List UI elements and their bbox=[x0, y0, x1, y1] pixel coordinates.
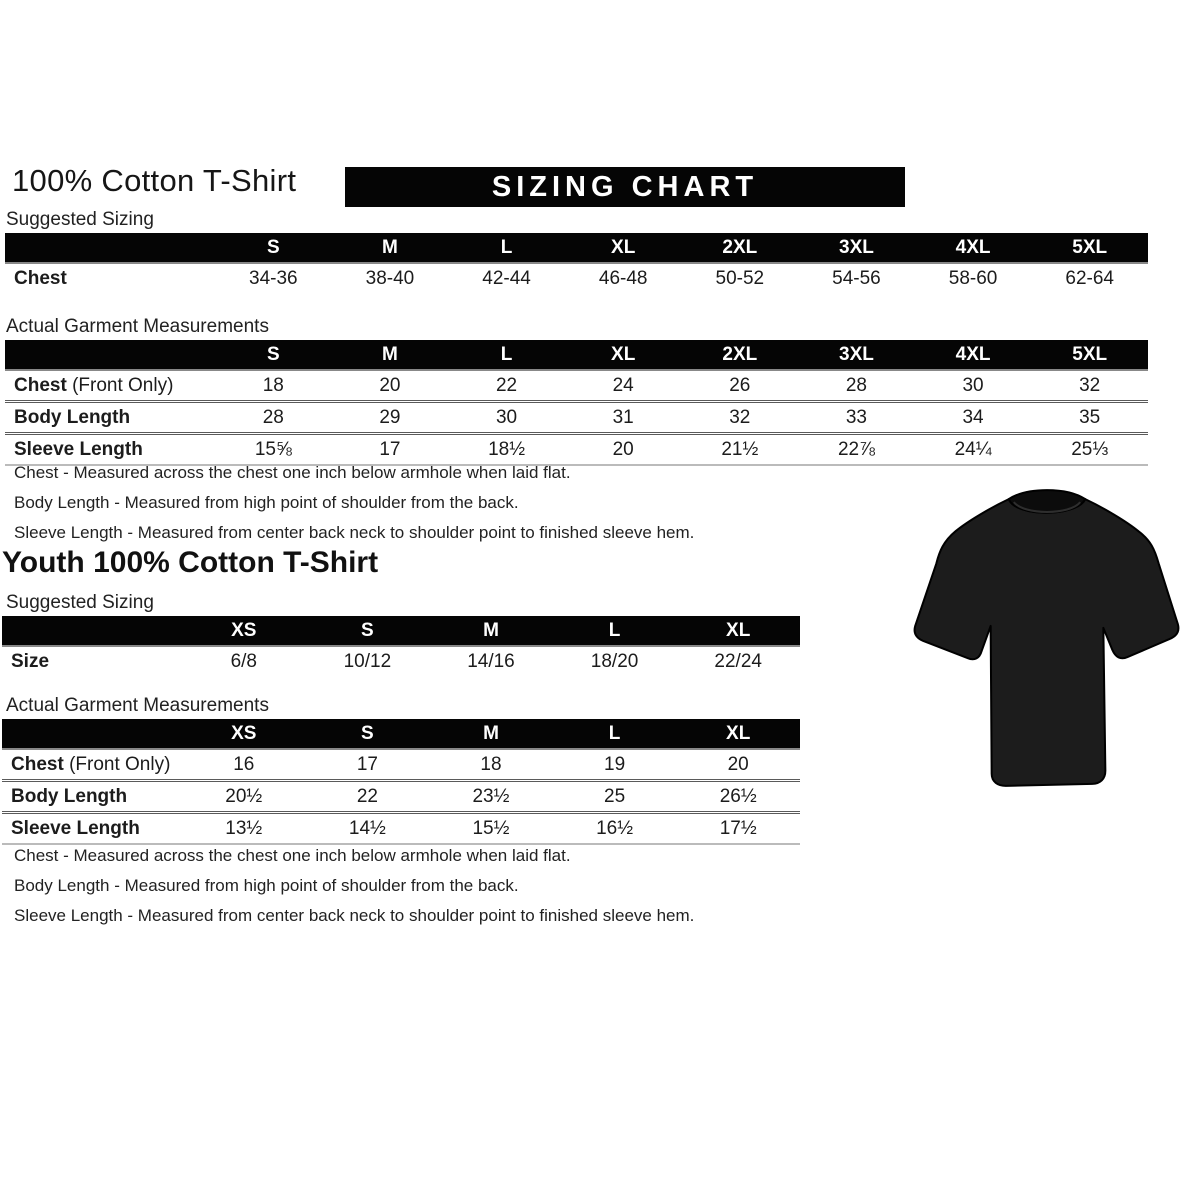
table-row bbox=[2, 749, 800, 781]
youth-measurement-notes bbox=[14, 841, 694, 931]
cell-value: 14/16 bbox=[429, 646, 553, 676]
column-header: 5XL bbox=[1031, 340, 1148, 370]
cell-value: 18 bbox=[215, 370, 332, 402]
cell-value: 20 bbox=[565, 434, 682, 466]
column-header: 2XL bbox=[682, 340, 799, 370]
column-header: L bbox=[553, 616, 677, 646]
cell-value: 28 bbox=[798, 370, 915, 402]
table-header-row bbox=[5, 233, 1148, 263]
adult-actual-measurements-table bbox=[5, 340, 1148, 466]
column-header: S bbox=[306, 616, 430, 646]
row-label: Sleeve Length bbox=[5, 434, 215, 466]
tshirt-image bbox=[893, 477, 1199, 809]
cell-value: 38-40 bbox=[332, 263, 449, 293]
cell-value: 16½ bbox=[553, 813, 677, 845]
adult-actual-measurements-label: Actual Garment Measurements bbox=[6, 316, 269, 337]
cell-value: 19 bbox=[553, 749, 677, 781]
cell-value: 20 bbox=[332, 370, 449, 402]
column-header: L bbox=[448, 233, 565, 263]
cell-value: 26 bbox=[682, 370, 799, 402]
cell-value: 21½ bbox=[682, 434, 799, 466]
cell-value: 35 bbox=[1031, 402, 1148, 434]
cell-value: 13½ bbox=[182, 813, 306, 845]
cell-value: 20 bbox=[676, 749, 800, 781]
column-header: S bbox=[215, 233, 332, 263]
cell-value: 22 bbox=[448, 370, 565, 402]
column-header: XL bbox=[676, 616, 800, 646]
column-header: XS bbox=[182, 719, 306, 749]
cell-value: 28 bbox=[215, 402, 332, 434]
youth-section-title: Youth 100% Cotton T-Shirt bbox=[2, 546, 379, 579]
cell-value: 22 bbox=[306, 781, 430, 813]
cell-value: 16 bbox=[182, 749, 306, 781]
table-header-row bbox=[2, 616, 800, 646]
cell-value: 58-60 bbox=[915, 263, 1032, 293]
cell-value: 30 bbox=[448, 402, 565, 434]
note-line: Chest - Measured across the chest one inch below armhole when laid flat. bbox=[14, 846, 571, 865]
column-header: XL bbox=[565, 233, 682, 263]
column-header: M bbox=[332, 233, 449, 263]
column-header: M bbox=[332, 340, 449, 370]
cell-value: 17 bbox=[332, 434, 449, 466]
row-label: Chest (Front Only) bbox=[5, 370, 215, 402]
page-title: 100% Cotton T-Shirt bbox=[12, 163, 297, 198]
youth-suggested-sizing-table bbox=[2, 616, 800, 676]
column-header: L bbox=[448, 340, 565, 370]
cell-value: 23½ bbox=[429, 781, 553, 813]
cell-value: 17 bbox=[306, 749, 430, 781]
column-header-blank bbox=[5, 233, 215, 263]
cell-value: 50-52 bbox=[682, 263, 799, 293]
youth-actual-measurements-label: Actual Garment Measurements bbox=[6, 695, 269, 716]
cell-value: 18/20 bbox=[553, 646, 677, 676]
cell-value: 10/12 bbox=[306, 646, 430, 676]
table-header-row bbox=[2, 719, 800, 749]
column-header: M bbox=[429, 616, 553, 646]
table-row bbox=[5, 370, 1148, 402]
column-header: 5XL bbox=[1031, 233, 1148, 263]
column-header: S bbox=[215, 340, 332, 370]
column-header: 3XL bbox=[798, 340, 915, 370]
cell-value: 18½ bbox=[448, 434, 565, 466]
cell-value: 34-36 bbox=[215, 263, 332, 293]
sizing-chart-banner: SIZING CHART bbox=[345, 167, 905, 207]
row-label: Size bbox=[2, 646, 182, 676]
row-label: Body Length bbox=[5, 402, 215, 434]
adult-suggested-sizing-table bbox=[5, 233, 1148, 293]
row-label: Sleeve Length bbox=[2, 813, 182, 845]
cell-value: 24 bbox=[565, 370, 682, 402]
cell-value: 54-56 bbox=[798, 263, 915, 293]
cell-value: 26½ bbox=[676, 781, 800, 813]
cell-value: 14½ bbox=[306, 813, 430, 845]
cell-value: 18 bbox=[429, 749, 553, 781]
column-header: L bbox=[553, 719, 677, 749]
cell-value: 15⅝ bbox=[215, 434, 332, 466]
adult-suggested-sizing-label: Suggested Sizing bbox=[6, 209, 154, 230]
cell-value: 22/24 bbox=[676, 646, 800, 676]
table-row bbox=[2, 646, 800, 676]
cell-value: 24¼ bbox=[915, 434, 1032, 466]
table-header-row bbox=[5, 340, 1148, 370]
column-header: 2XL bbox=[682, 233, 799, 263]
cell-value: 15½ bbox=[429, 813, 553, 845]
note-line: Sleeve Length - Measured from center back neck to shoulder point to finished sleeve hem. bbox=[14, 523, 695, 542]
column-header: XL bbox=[565, 340, 682, 370]
note-line: Body Length - Measured from high point of shoulder from the back. bbox=[14, 876, 519, 895]
column-header: 4XL bbox=[915, 340, 1032, 370]
note-line: Body Length - Measured from high point of shoulder from the back. bbox=[14, 493, 519, 512]
cell-value: 31 bbox=[565, 402, 682, 434]
adult-measurement-notes bbox=[14, 458, 694, 548]
table-row bbox=[5, 263, 1148, 293]
column-header: 3XL bbox=[798, 233, 915, 263]
cell-value: 32 bbox=[682, 402, 799, 434]
cell-value: 30 bbox=[915, 370, 1032, 402]
youth-actual-measurements-table bbox=[2, 719, 800, 845]
youth-suggested-sizing-label: Suggested Sizing bbox=[6, 592, 154, 613]
cell-value: 25 bbox=[553, 781, 677, 813]
cell-value: 42-44 bbox=[448, 263, 565, 293]
note-line: Sleeve Length - Measured from center back neck to shoulder point to finished sleeve hem. bbox=[14, 906, 695, 925]
column-header-blank bbox=[2, 616, 182, 646]
column-header-blank bbox=[5, 340, 215, 370]
column-header: S bbox=[306, 719, 430, 749]
row-label: Chest bbox=[5, 263, 215, 293]
table-row bbox=[2, 781, 800, 813]
row-label: Chest (Front Only) bbox=[2, 749, 182, 781]
column-header: XL bbox=[676, 719, 800, 749]
column-header-blank bbox=[2, 719, 182, 749]
cell-value: 6/8 bbox=[182, 646, 306, 676]
cell-value: 25⅓ bbox=[1031, 434, 1148, 466]
column-header: M bbox=[429, 719, 553, 749]
cell-value: 20½ bbox=[182, 781, 306, 813]
column-header: 4XL bbox=[915, 233, 1032, 263]
note-line: Chest - Measured across the chest one inch below armhole when laid flat. bbox=[14, 463, 571, 482]
cell-value: 22⅞ bbox=[798, 434, 915, 466]
column-header: XS bbox=[182, 616, 306, 646]
row-label: Body Length bbox=[2, 781, 182, 813]
cell-value: 29 bbox=[332, 402, 449, 434]
cell-value: 62-64 bbox=[1031, 263, 1148, 293]
cell-value: 34 bbox=[915, 402, 1032, 434]
table-row bbox=[5, 402, 1148, 434]
cell-value: 17½ bbox=[676, 813, 800, 845]
cell-value: 32 bbox=[1031, 370, 1148, 402]
table-row bbox=[2, 813, 800, 845]
cell-value: 33 bbox=[798, 402, 915, 434]
cell-value: 46-48 bbox=[565, 263, 682, 293]
